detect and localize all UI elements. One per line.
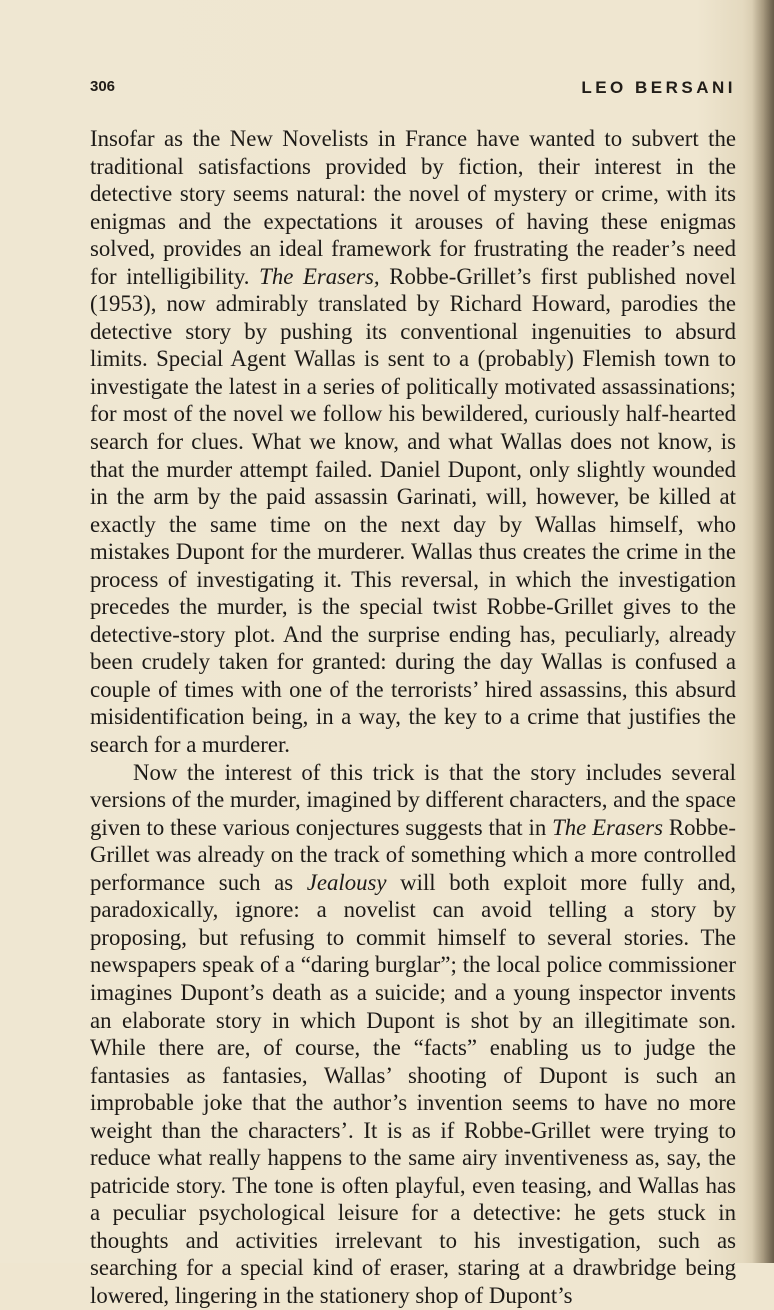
running-head-author: LEO BERSANI: [581, 78, 736, 97]
paragraph-2-text-a: Now the interest of this trick is that the story includes several versions of the murder, imagined by different characters, and the space given to these various conjectures suggests that in: [90, 759, 736, 840]
paragraph-1-text-a: Insofar as the New Novelists in France have wanted to subvert the traditional satisfactions provided by fiction, their interest in the detective story seems natural: the novel of mystery or crime, with its enigmas and the expectations it arouses of having these enigmas solved, provides an ideal framework for frustrating the reader’s need for intelligibility.: [90, 126, 736, 289]
paragraph-1: [90, 125, 736, 759]
book-spine-shadow: [752, 0, 774, 1263]
paragraph-2-text-c: will both exploit more fully and, paradoxically, ignore: a novelist can avoid telling a story by proposing, but refusing to commit himself to several stories. The newspapers speak of a “daring burglar”; the local police commissioner imagines Dupont’s death as a suicide; and a young inspector invents an elaborate story in which Dupont is shot by an illegitimate son. While there are, of course, the “facts” enabling us to judge the fantasies as fantasies, Wallas’ shooting of Dupont is such an improbable joke that the author’s invention seems to have no more weight than the characters’. It is as if Robbe-Grillet were trying to reduce what really happens to the same airy inventiveness as, say, the patricide story. The tone is often playful, even teasing, and Wallas has a peculiar psychological leisure for a detective: he gets stuck in thoughts and activities irrelevant to his investigation, such as searching for a special kind of eraser, staring at a drawbridge being lowered, lingering in the stationery shop of Dupont’s: [90, 869, 736, 1308]
paragraph-2: [90, 759, 736, 1310]
running-head: [90, 78, 736, 102]
paragraph-2-text-b: Robbe-Grillet was already on the track of something which a more controlled performance such as: [90, 814, 737, 895]
title-the-erasers: The Erasers,: [259, 263, 380, 289]
title-the-erasers-2: The Erasers: [552, 814, 664, 840]
page-number: 306: [90, 78, 116, 95]
body-text: [90, 125, 736, 1310]
title-jealousy: Jealousy: [306, 869, 387, 895]
paragraph-1-text-b: Robbe-Grillet’s first published novel (1953), now admirably translated by Richard Howard, parodies the detective story by pushing its conventional ingenuities to absurd limits. Special Agent Wallas is sent to a (probably) Flemish town to investigate the latest in a series of politically motivated assassinations; for most of the novel we follow his bewildered, curiously half-hearted search for clues. What we know, and what Wallas does not know, is that the murder attempt failed. Daniel Dupont, only slightly wounded in the arm by the paid assassin Garinati, will, however, be killed at exactly the same time on the next day by Wallas himself, who mistakes Dupont for the murderer. Wallas thus creates the crime in the process of investigating it. This reversal, in which the investigation precedes the murder, is the special twist Robbe-Grillet gives to the detective-story plot. And the surprise ending has, peculiarly, already been crudely taken for granted: during the day Wallas is confused a couple of times with one of the terrorists’ hired assassins, this absurd misidentification being, in a way, the key to a crime that justifies the search for a murderer.: [90, 263, 737, 758]
